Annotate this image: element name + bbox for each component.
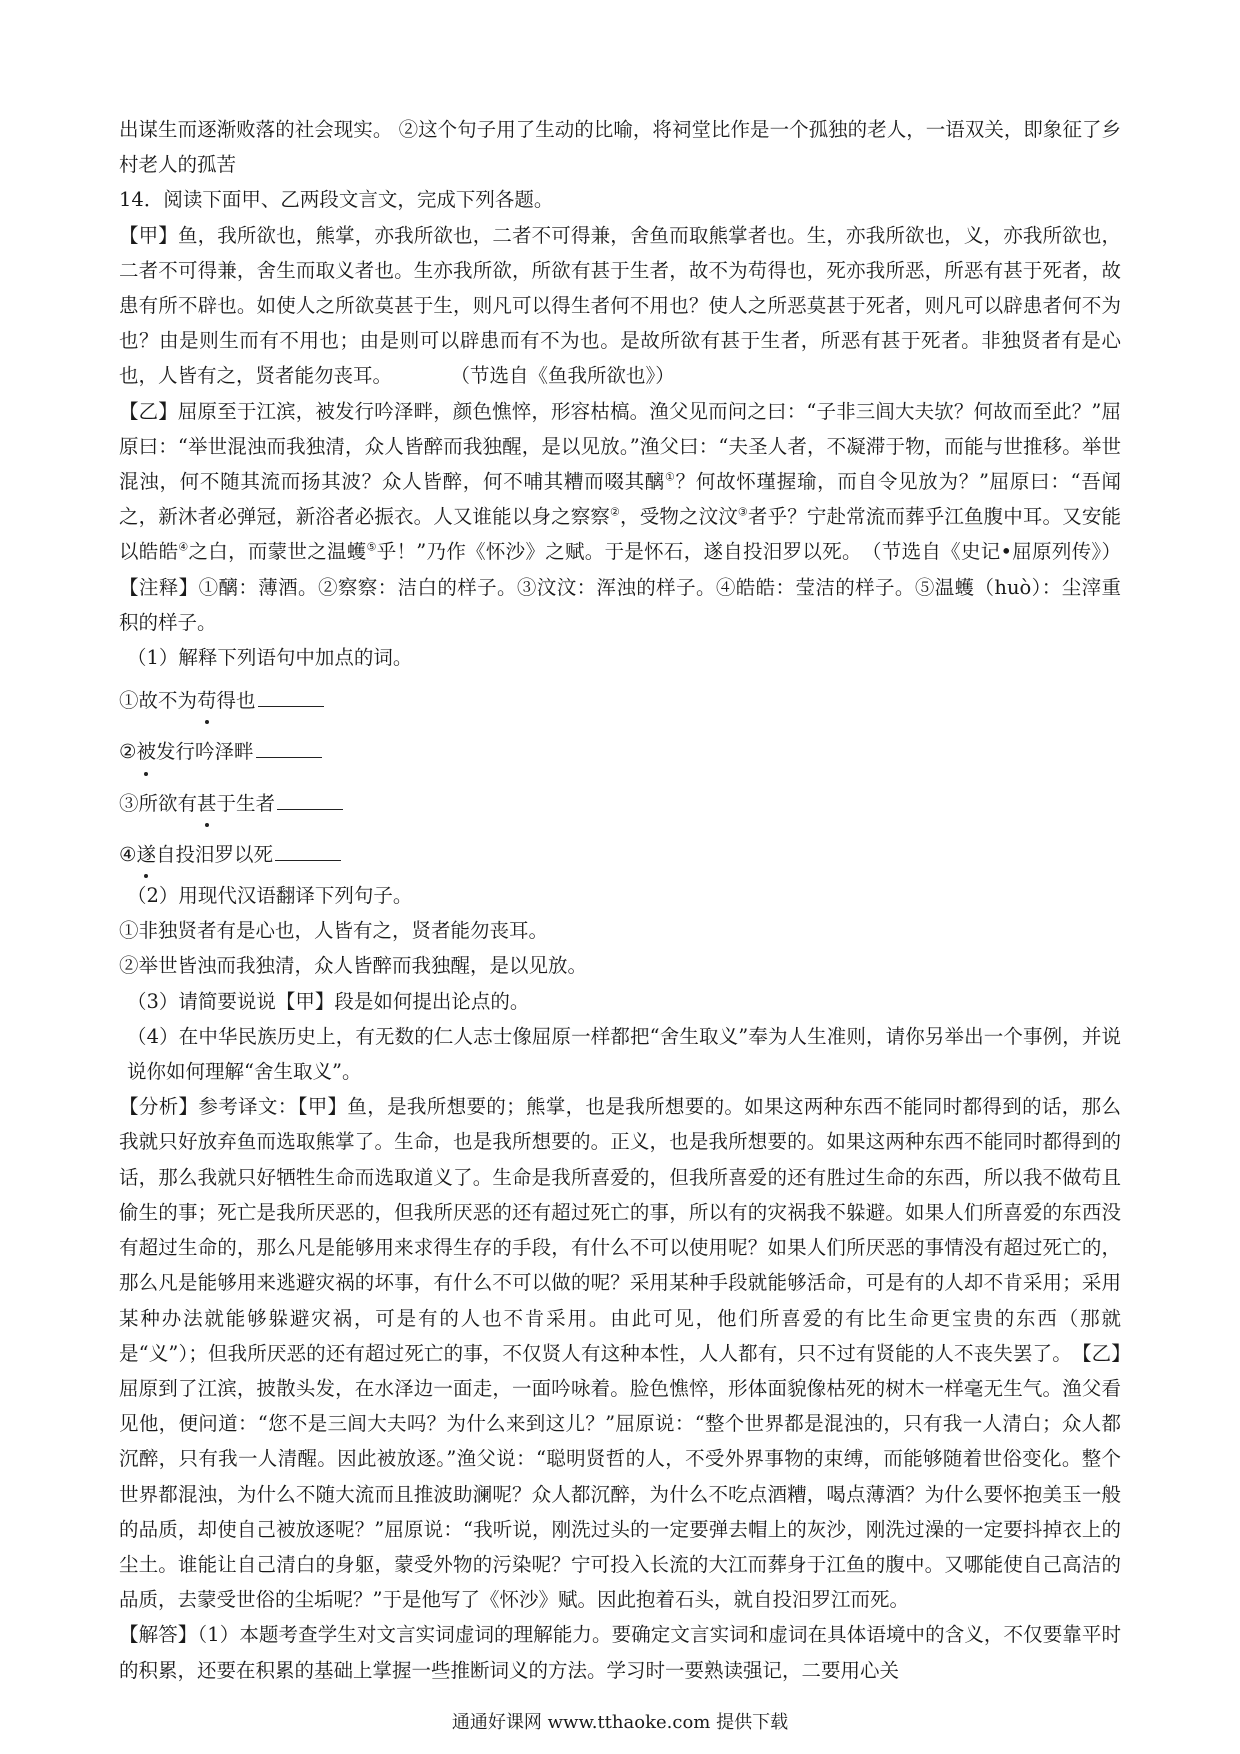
item-1 bbox=[119, 683, 1121, 718]
dotted-char-3: 甚 bbox=[197, 786, 217, 821]
answer-blank-4[interactable] bbox=[275, 859, 341, 861]
item-3-pre: ③所欲有 bbox=[119, 791, 198, 815]
item-2 bbox=[119, 734, 1121, 769]
passage-yi bbox=[119, 394, 1121, 640]
translate-item-2: ②举世皆浊而我独清，众人皆醉而我独醒，是以见放。 bbox=[119, 954, 588, 978]
analysis-paragraph: 【分析】参考译文：【甲】鱼，是我所想要的；熊掌，也是我所想要的。如果这两种东西不能同时都得到的话，那么我就只好放弃鱼而选取熊掌了。生命，也是我所想要的。正义，也是我所想要的。如果这两种东西不能同时都得到的话，那么我就只好牺牲生命而选取道义了。生命是我所喜爱的，但我所喜爱的还有胜过生命的东西，所以我不做苟且偷生的事；死亡是我所厌恶的，但我所厌恶的还有超过死亡的事，所以有的灾祸我不躲避。如果人们所喜爱的东西没有超过生命的，那么凡是能够用来求得生存的手段，有什么不可以使用呢？如果人们所厌恶的事情没有超过死亡的，那么凡是能够用来逃避灾祸的坏事，有什么不可以做的呢？采用某种手段就能够活命，可是有的人却不肯采用；采用某种办法就能够躲避灾祸，可是有的人也不肯采用。由此可见，他们所喜爱的有比生命更宝贵的东西（那就是“义”）；但我所厌恶的还有超过死亡的事，不仅贤人有这种本性，人人都有，只不过有贤能的人不丧失罢了。 【乙】屈原到了江滨，披散头发，在水泽边一面走，一面吟咏着。脸色憔悴，形体面貌像枯死的树木一样毫无生气。渔父看见他，便问道：“您不是三闾大夫吗？为什么来到这儿？”屈原说：“整个世界都是混浊的，只有我一人清白；众人都沉醉，只有我一人清醒。因此被放逐。”渔父说：“聪明贤哲的人，不受外界事物的束缚，而能够随着世俗变化。整个世界都混浊，为什么不随大流而且推波助澜呢？众人都沉醉，为什么不吃点酒糟，喝点薄酒？为什么要怀抱美玉一般的品质，却使自己被放逐呢？”屈原说：“我听说，刚洗过头的一定要弹去帽上的灰沙，刚洗过澡的一定要抖掉衣上的尘土。谁能让自己清白的身躯，蒙受外物的污染呢？宁可投入长流的大江而葬身于江鱼的腹中。又哪能使自己高洁的品质，去蒙受世俗的尘垢呢？”于是他写了《怀沙》赋。因此抱着石头，就自投汨罗江而死。 bbox=[119, 1095, 1121, 1612]
item-3-post: 于生者 bbox=[216, 791, 276, 815]
footnote-mark-4: ④ bbox=[178, 540, 189, 554]
answer-blank-2[interactable] bbox=[256, 756, 322, 758]
continued-paragraph: 出谋生而逐渐败落的社会现实。 ②这个句子用了生动的比喻，将祠堂比作是一个孤独的老人，一语双关，即象征了乡村老人的孤苦 bbox=[119, 118, 1121, 177]
dotted-char-4: 遂 bbox=[136, 837, 156, 872]
footnote-mark-1: ① bbox=[665, 470, 676, 484]
dotted-char-1: 苟 bbox=[197, 683, 217, 718]
item-4 bbox=[119, 837, 1121, 872]
passage-yi-text-c: ，受物之汶汶 bbox=[620, 505, 738, 529]
item-4-pre: ④ bbox=[119, 842, 137, 866]
sub-question-2: （2）用现代汉语翻译下列句子。 bbox=[127, 884, 413, 908]
passage-yi-text-d: 者乎？宁赴常流而葬乎江鱼腹中耳。又安能以皓皓 bbox=[119, 505, 1121, 564]
sub-question-1: （1）解释下列语句中加点的词。 bbox=[127, 646, 413, 670]
document-body bbox=[119, 112, 1121, 1688]
sub-question-3: （3）请简要说说【甲】段是如何提出论点的。 bbox=[127, 989, 530, 1013]
item-2-pre: ② bbox=[119, 740, 137, 764]
item-3 bbox=[119, 786, 1121, 821]
item-1-post: 得也 bbox=[216, 689, 256, 713]
translate-item-1: ①非独贤者有是心也，人皆有之，贤者能勿丧耳。 bbox=[119, 919, 549, 943]
item-1-pre: ①故不为 bbox=[119, 689, 198, 713]
passage-yi-text-f: 乎！”乃作《怀沙》之赋。于是怀石，遂自投汨罗以死。 （节选自《史记•屈原列传》）【注释】①醨：薄酒。②察察：洁白的样子。③汶汶：浑浊的样子。④皓皓：莹洁的样子。⑤温蠖（huò）：尘滓重积的样子。 bbox=[119, 540, 1121, 634]
dotted-char-2: 被 bbox=[136, 734, 156, 769]
item-2-post: 发行吟泽畔 bbox=[156, 740, 254, 764]
footnote-mark-2: ② bbox=[610, 505, 621, 519]
item-4-post: 自投汨罗以死 bbox=[156, 842, 274, 866]
footnote-mark-3: ③ bbox=[737, 505, 748, 519]
page-footer: 通通好课网 www.tthaoke.com 提供下载 bbox=[451, 1712, 789, 1733]
passage-yi-text-e: 之白，而蒙世之温蠖 bbox=[188, 540, 367, 564]
sub-question-4: （4）在中华民族历史上，有无数的仁人志士像屈原一样都把“舍生取义”奉为人生准则，请你另举出一个事例，并说说你如何理解“舍生取义”。 bbox=[127, 1024, 1121, 1084]
passage-jia: 【甲】鱼，我所欲也，熊掌，亦我所欲也，二者不可得兼，舍鱼而取熊掌者也。生，亦我所欲也，义，亦我所欲也，二者不可得兼，舍生而取义者也。生亦我所欲，所欲有甚于生者，故不为苟得也，死亦我所恶，所恶有甚于死者，故患有所不辟也。如使人之所欲莫甚于生，则凡可以得生者何不用也？使人之所恶莫甚于死者，则凡可以辟患者何不为也？由是则生而有不用也；由是则可以辟患而有不为也。是故所欲有甚于生者，所恶有甚于死者。非独贤者有是心也，人皆有之，贤者能勿丧耳。 （节选自《鱼我所欲也》） bbox=[119, 223, 1121, 388]
question-14-title: 14．阅读下面甲、乙两段文言文，完成下列各题。 bbox=[119, 188, 554, 212]
passage-yi-text-b: ？何故怀瑾握瑜，而自令见放为？”屈原曰：“吾闻之，新沐者必弹冠，新浴者必振衣。人又谁能以身之察察 bbox=[119, 470, 1121, 529]
answer-paragraph: 【解答】（1）本题考查学生对文言实词虚词的理解能力。要确定文言实词和虚词在具体语境中的含义，不仅要靠平时的积累，还要在积累的基础上掌握一些推断词义的方法。学习时一要熟读强记，二要用心关 bbox=[119, 1623, 1121, 1682]
answer-blank-3[interactable] bbox=[277, 808, 343, 810]
footnote-mark-5: ⑤ bbox=[366, 540, 377, 554]
answer-blank-1[interactable] bbox=[258, 705, 324, 707]
passage-yi-text-a: 【乙】屈原至于江滨，被发行吟泽畔，颜色憔悴，形容枯槁。渔父见而问之曰：“子非三闾大夫欤？何故而至此？”屈原曰：“举世混浊而我独清，众人皆醉而我独醒，是以见放。”渔父曰：“夫圣人者，不凝滞于物，而能与世推移。举世混浊，何不随其流而扬其波？众人皆醉，何不哺其糟而啜其醨 bbox=[119, 399, 1121, 494]
